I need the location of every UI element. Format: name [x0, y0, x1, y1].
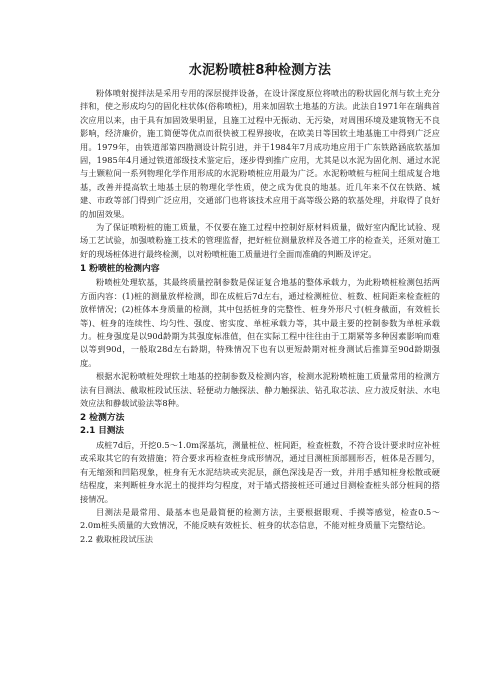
section-1-paragraph-1: 粉喷桩处理软基，其最终质量控制参数是保证复合地基的整体承载力，为此粉喷桩检测包括两方面内容：(1)桩的测量放样检测，即在成桩后7d左右，通过检测桩位、桩数、桩间距来检查桩的放样情况；(2)桩体本身质量的检测，其中包括桩身的完整性、桩身外形尺寸(桩身截面，有效桩长等)、桩身的连续性、均匀性、强度、密实度、单桩承载力等，其中最主要的控制参数为单桩承载力。桩身强度是以90d龄期为其强度标准值，但在实际工程中往往由于工期紧等多种因素影响而难以等到90d，一般取28d左右龄期，特殊情况下也有以更短龄期对桩身测试后推算至90d龄期强度。 — [80, 277, 440, 368]
section-2-1-paragraph-2: 目测法是最常用、最基本也是最简便的检测方法，主要根据眼观、手摸等感觉，检查0.5～2.0m桩头质量的大致情况，不能反映有效桩长、桩身的状态信息，不能对桩身质量下完整结论。 — [80, 506, 440, 531]
section-1-heading: 1 粉喷桩的检测内容 — [80, 264, 160, 275]
intro-paragraph-2: 为了保证喷粉桩的施工质量，不仅要在施工过程中控制好原材料质量，做好室内配比试验、现场工艺试验，加强喷粉施工技术的管理监督，把好桩位测量放样及各道工序的检查关，还须对施工好的现场桩体进行最终检测，以对粉喷桩施工质量进行全面而准确的判断及评定。 — [80, 222, 440, 259]
section-2-1-paragraph-1: 成桩7d后，开挖0.5～1.0m深基坑，测量桩位、桩间距，检查桩数，不符合设计要求时应补桩或采取其它的有效措施；符合要求再检查桩身成形情况，通过目测桩顶部圆形否，桩体是否圆匀，有无缩颈和凹陷现象，桩身有无水泥结块或夹泥层，颜色深浅是否一致，并用手感知桩身松散或硬结程度，来判断桩身水泥土的搅拌均匀程度，对于墙式搭接桩还可通过目测检查桩头部分桩间的搭接情况。 — [80, 439, 440, 504]
section-2-1-heading: 2.1 目测法 — [80, 426, 124, 437]
document-title: 水泥粉喷桩8种检测方法 — [188, 63, 332, 78]
section-2-2-heading: 2.2 截取桩段试压法 — [80, 533, 153, 544]
section-2-heading: 2 检测方法 — [80, 413, 125, 424]
section-1-paragraph-2: 根据水泥粉喷桩处理软土地基的控制参数及检测内容，检测水泥粉喷桩施工质量常用的检测方法有目测法、截取桩段试压法、轻便动力触探法、静力触探法、钻孔取芯法、应力波反射法、水电效应法和静载试验法等8种。 — [80, 371, 440, 408]
intro-paragraph-1: 粉体喷射搅拌法是采用专用的深层搅拌设备，在设计深度原位将喷出的粉状固化剂与软土充分拌和，使之形成均匀的固化柱状体(俗称喷桩)，用来加固软土地基的方法。此法自1971年在瑞典首次应用以来，由于具有加固效果明显，且施工过程中无振动、无污染，对周围环境及建筑物无不良影响，经济廉价，施工简便等优点而很快被工程界接收，在欧美日等国软土地基施工中得到广泛应用。1979年，由铁道部第四勘测设计院引进，并于1984年7月成功地应用于广东铁路涵底软基加固，1985年4月通过铁道部级技术鉴定后，逐步得到推广应用，尤其是以水泥为固化剂、通过水泥与土颗粒间一系列物理化学作用形成的水泥粉喷桩应用最为广泛。水泥粉喷桩与桩间土组成复合地基，改善并提高软土地基土层的物理化学性质，使之成为优良的地基。近几年来不仅在铁路、城建、市政等部门得到广泛应用，交通部门也将该技术应用于高等级公路的软基处理，并取得了良好的加固效果。 — [80, 88, 440, 219]
